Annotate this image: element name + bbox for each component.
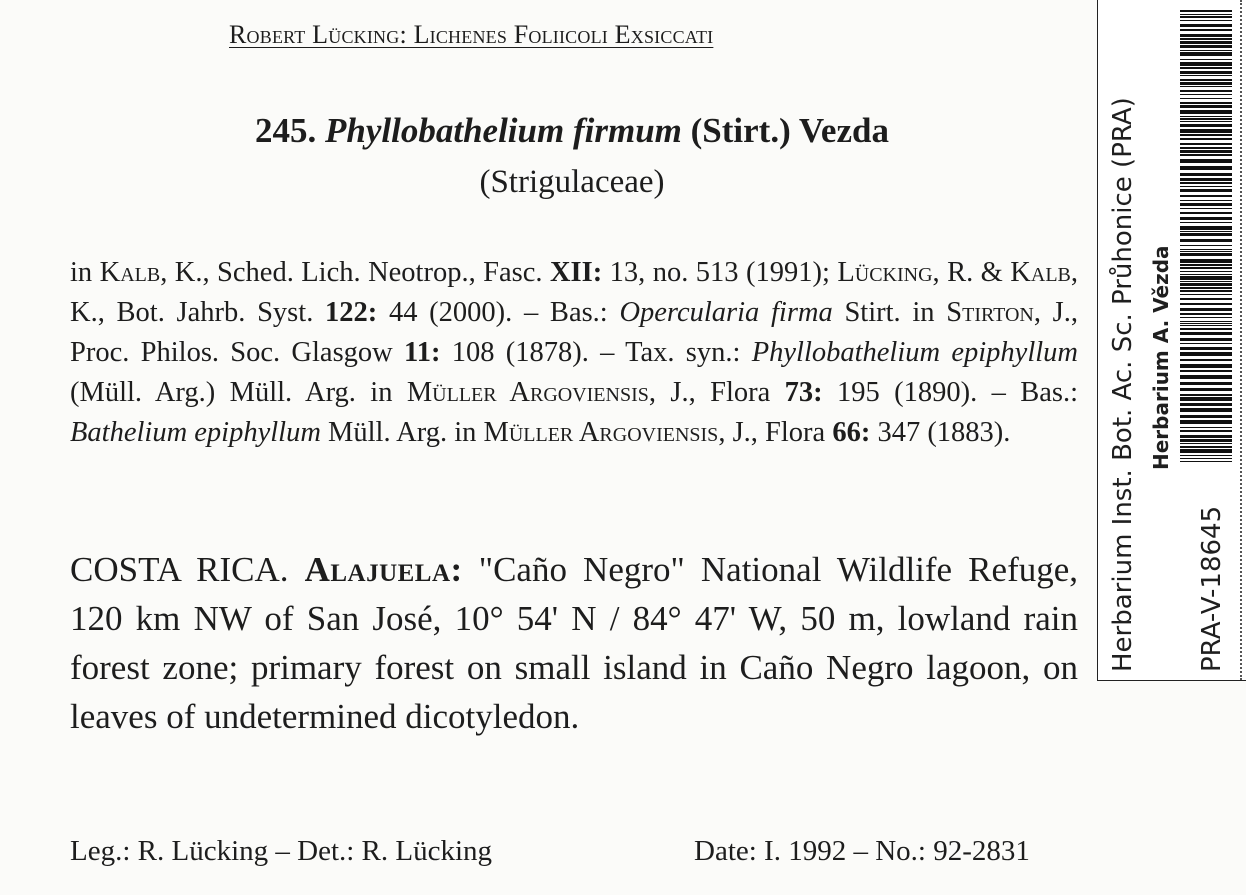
taxon-title bbox=[0, 110, 1144, 152]
series-title: Robert Lücking: Lichenes Foliicoli Exsiccati bbox=[229, 20, 714, 49]
locality-province: Alajuela: bbox=[304, 550, 463, 589]
collector-line: Leg.: R. Lücking – Det.: R. Lücking bbox=[70, 835, 493, 867]
locality-country: COSTA RICA. bbox=[70, 550, 289, 589]
specimen-id: PRA-V-18645 bbox=[1197, 505, 1227, 672]
references-block: in Kalb, K., Sched. Lich. Neotrop., Fasc. XII: 13, no. 513 (1991); Lücking, R. & Kalb, K., Bot. Jahrb. Syst. 122: 44 (2000). – Bas.: Opercularia firma Stirt. in Stirton, J., Proc. Philos. Soc. Glasgow 11: 108 (1878). – Tax. syn.: Phyllobathelium epiphyllum (Müll. Arg.) Müll. Arg. in Müller Argoviensis, J., Flora 73: 195 (1890). – Bas.: Bathelium epiphyllum Müll. Arg. in Müller Argoviensis, J., Flora 66: 347 (1883). bbox=[70, 257, 1079, 448]
taxon-authority: (Stirt.) Vezda bbox=[690, 111, 889, 150]
taxon-family: (Strigulaceae) bbox=[479, 164, 665, 200]
locality-block bbox=[70, 545, 1078, 741]
barcode-icon bbox=[1180, 10, 1232, 465]
date-number-line: Date: I. 1992 – No.: 92-2831 bbox=[694, 835, 1030, 867]
cut-line bbox=[1240, 0, 1242, 680]
locality-text: "Caño Negro" National Wildlife Refuge, 120 km NW of San José, 10° 54' N / 84° 47' W, 50 m, lowland rain forest zone; primary forest on small island in Caño Negro lagoon, on leaves of undetermined dicotyledon. bbox=[70, 550, 1079, 736]
herbarium-institution: Herbarium Inst. Bot. Ac. Sc. Průhonice (PRA) bbox=[1108, 97, 1138, 672]
herbarium-collection: Herbarium A. Vězda bbox=[1149, 245, 1173, 470]
taxon-number: 245. bbox=[255, 111, 317, 150]
taxon-name: Phyllobathelium firmum bbox=[325, 111, 682, 150]
